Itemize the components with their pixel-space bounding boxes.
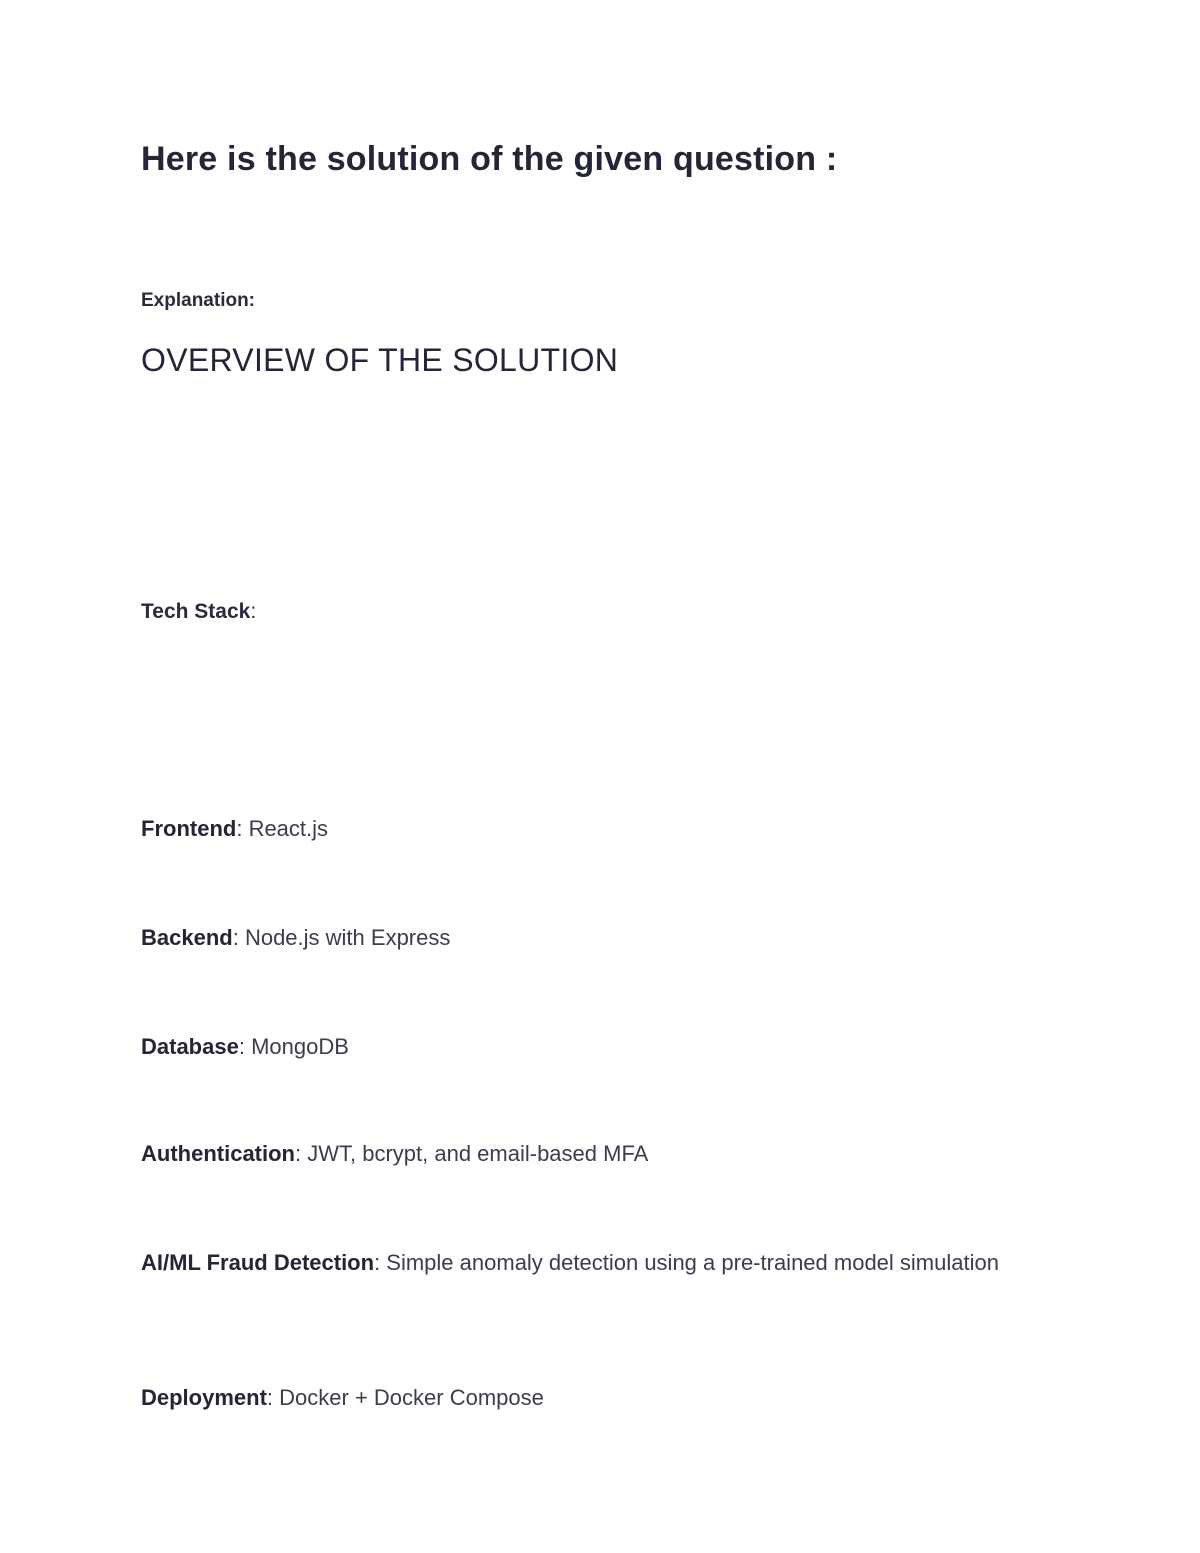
stack-item-value: React.js bbox=[248, 816, 329, 841]
stack-item-sep: : bbox=[295, 1141, 308, 1166]
page-title: Here is the solution of the given question : bbox=[141, 140, 838, 178]
stack-item-key: Frontend bbox=[141, 816, 237, 841]
stack-item-key: Authentication bbox=[141, 1141, 295, 1166]
stack-item-frontend bbox=[141, 815, 328, 842]
stack-item-value: MongoDB bbox=[251, 1034, 349, 1059]
stack-item-sep: : bbox=[266, 1385, 280, 1410]
stack-item-value: Docker + Docker Compose bbox=[279, 1385, 544, 1410]
explanation-label: Explanation: bbox=[141, 290, 256, 311]
stack-item-sep: : bbox=[236, 816, 249, 841]
stack-item-authentication bbox=[141, 1140, 648, 1167]
tech-stack-label bbox=[141, 600, 256, 624]
stack-item-key: Database bbox=[141, 1034, 239, 1059]
overview-heading: OVERVIEW OF THE SOLUTION bbox=[141, 342, 619, 378]
stack-item-sep: : bbox=[232, 925, 245, 950]
stack-item-value: Simple anomaly detection using a pre-trained model simulation bbox=[386, 1250, 999, 1275]
stack-item-deployment bbox=[141, 1384, 544, 1411]
stack-item-value: JWT, bcrypt, and email-based MFA bbox=[307, 1141, 649, 1166]
tech-stack-suffix: : bbox=[250, 600, 257, 623]
stack-item-key: AI/ML Fraud Detection bbox=[141, 1250, 375, 1275]
stack-item-backend bbox=[141, 924, 450, 951]
stack-item-value: Node.js with Express bbox=[244, 925, 451, 950]
stack-item-key: Deployment bbox=[141, 1385, 267, 1410]
stack-item-sep: : bbox=[238, 1034, 252, 1059]
stack-item-fraud-detection bbox=[141, 1249, 1021, 1276]
stack-item-database bbox=[141, 1033, 349, 1060]
stack-item-key: Backend bbox=[141, 925, 233, 950]
stack-item-sep: : bbox=[374, 1250, 387, 1275]
tech-stack-key: Tech Stack bbox=[141, 600, 251, 623]
